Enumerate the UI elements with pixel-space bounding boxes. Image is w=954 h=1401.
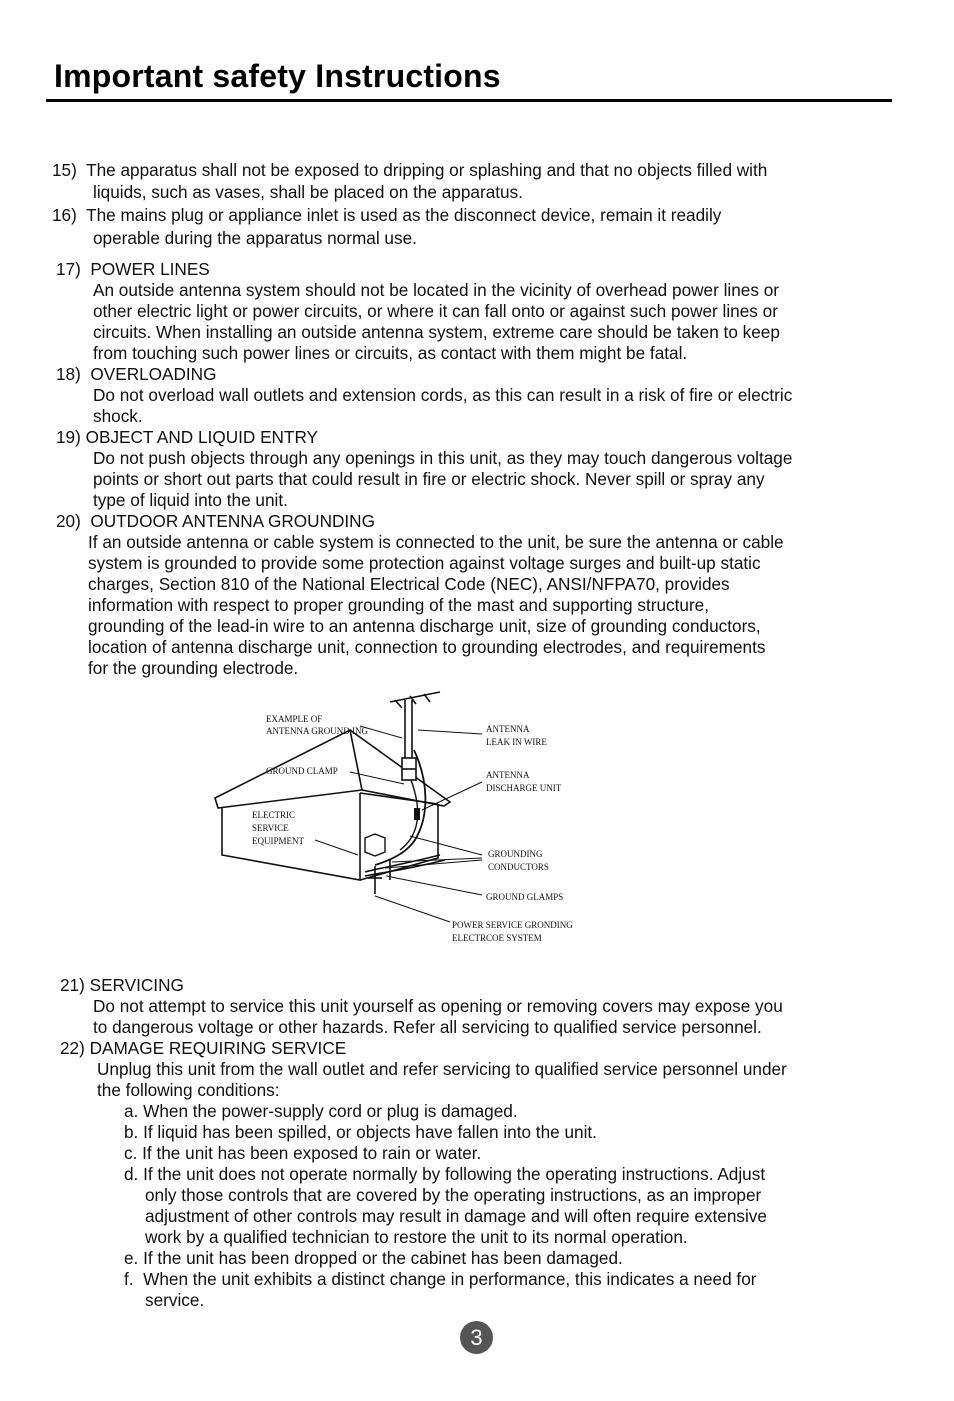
label-ground-clamp: GROUND CLAMP bbox=[266, 766, 338, 776]
service-equipment bbox=[365, 834, 385, 856]
item-19-heading: 19) OBJECT AND LIQUID ENTRY bbox=[56, 427, 319, 447]
condition-e: e. If the unit has been dropped or the cabinet has been damaged. bbox=[124, 1248, 623, 1268]
item-17-line: other electric light or power circuits, or where it can fall onto or against such power lines or bbox=[93, 301, 778, 321]
item-21-line: Do not attempt to service this unit yourself as opening or removing covers may expose you bbox=[93, 996, 783, 1016]
item-17-line: An outside antenna system should not be located in the vicinity of overhead power lines or bbox=[93, 280, 780, 300]
item-22-heading: 22) DAMAGE REQUIRING SERVICE bbox=[60, 1038, 347, 1058]
item-22-line: Unplug this unit from the wall outlet and refer servicing to qualified service personnel under bbox=[97, 1059, 787, 1079]
label-antenna-discharge-2: DISCHARGE UNIT bbox=[486, 783, 562, 793]
label-grounding: GROUNDING bbox=[488, 849, 543, 859]
item-20-line: for the grounding electrode. bbox=[88, 658, 299, 678]
label-power-service-2: ELECTRCOE SYSTEM bbox=[452, 933, 542, 943]
item-20-line: grounding of the lead-in wire to an antenna discharge unit, size of grounding conductors, bbox=[88, 616, 761, 636]
label-example-2: ANTENNA GROUND ING bbox=[266, 726, 368, 736]
label-electric: ELECTRIC bbox=[252, 810, 295, 820]
callout-arrows bbox=[315, 726, 482, 922]
condition-d-cont: work by a qualified technician to restore the unit to its normal operation. bbox=[145, 1227, 688, 1247]
item-20-line: location of antenna discharge unit, connection to grounding electrodes, and requirements bbox=[88, 637, 766, 657]
item-19-line: points or short out parts that could result in fire or electric shock. Never spill or spray any bbox=[93, 469, 765, 489]
condition-a: a. When the power-supply cord or plug is damaged. bbox=[124, 1101, 518, 1121]
page-title: Important safety Instructions bbox=[54, 58, 501, 94]
title-underline bbox=[46, 99, 892, 102]
item-22-line: the following conditions: bbox=[97, 1080, 280, 1100]
ground-rods bbox=[365, 855, 445, 894]
item-20-line: information with respect to proper grounding of the mast and supporting structure, bbox=[88, 595, 709, 615]
condition-b: b. If liquid has been spilled, or objects have fallen into the unit. bbox=[124, 1122, 597, 1142]
item-18-heading: 18) OVERLOADING bbox=[56, 364, 217, 384]
item-20-line: charges, Section 810 of the National Electrical Code (NEC), ANSI/NFPA70, provides bbox=[88, 574, 730, 594]
label-antenna-lead-2: LEAK IN WIRE bbox=[486, 737, 547, 747]
item-19-line: type of liquid into the unit. bbox=[93, 490, 288, 510]
item-21-heading: 21) SERVICING bbox=[60, 975, 184, 995]
condition-f: f. When the unit exhibits a distinct change in performance, this indicates a need for bbox=[124, 1269, 757, 1289]
page-number: 3 bbox=[460, 1321, 493, 1354]
label-ground-glamps: GROUND GLAMPS bbox=[486, 892, 564, 902]
label-grounding-2: CONDUCTORS bbox=[488, 862, 549, 872]
label-example: EXAMPLE OF bbox=[266, 714, 323, 724]
item-15-line-2: liquids, such as vases, shall be placed on the apparatus. bbox=[93, 182, 523, 202]
discharge-unit bbox=[414, 808, 420, 820]
item-18-line: Do not overload wall outlets and extension cords, as this can result in a risk of fire or electric bbox=[93, 385, 793, 405]
item-19-line: Do not push objects through any openings in this unit, as they may touch dangerous voltage bbox=[93, 448, 793, 468]
item-17-line: from touching such power lines or circuits, as contact with them might be fatal. bbox=[93, 343, 688, 363]
item-20-heading: 20) OUTDOOR ANTENNA GROUNDING bbox=[56, 511, 375, 531]
condition-f-cont: service. bbox=[145, 1290, 205, 1310]
item-18-line: shock. bbox=[93, 406, 143, 426]
condition-d: d. If the unit does not operate normally by following the operating instructions. Adjust bbox=[124, 1164, 766, 1184]
item-17-line: circuits. When installing an outside antenna system, extreme care should be taken to keep bbox=[93, 322, 780, 342]
antenna-mast bbox=[390, 692, 440, 780]
label-service: SERVICE bbox=[252, 823, 289, 833]
antenna-grounding-diagram bbox=[200, 690, 610, 950]
label-equipment: EQUIPMENT bbox=[252, 836, 304, 846]
item-20-line: If an outside antenna or cable system is connected to the unit, be sure the antenna or cable bbox=[88, 532, 784, 552]
item-20-line: system is grounded to provide some protection against voltage surges and built-up static bbox=[88, 553, 761, 573]
item-16-line-1: 16) The mains plug or appliance inlet is used as the disconnect device, remain it readily bbox=[52, 205, 722, 225]
item-16-line-2: operable during the apparatus normal use. bbox=[93, 228, 417, 248]
label-antenna-lead: ANTENNA bbox=[486, 724, 530, 734]
item-15-line-1: 15) The apparatus shall not be exposed to dripping or splashing and that no objects filled with bbox=[52, 160, 768, 180]
item-21-line: to dangerous voltage or other hazards. Refer all servicing to qualified service personnel. bbox=[93, 1017, 762, 1037]
label-power-service: POWER SERVICE GRONDING bbox=[452, 920, 573, 930]
condition-d-cont: adjustment of other controls may result in damage and will often require extensive bbox=[145, 1206, 767, 1226]
label-antenna-discharge: ANTENNA bbox=[486, 770, 530, 780]
item-17-heading: 17) POWER LINES bbox=[56, 259, 210, 279]
condition-c: c. If the unit has been exposed to rain or water. bbox=[124, 1143, 482, 1163]
condition-d-cont: only those controls that are covered by the operating instructions, as an improper bbox=[145, 1185, 762, 1205]
